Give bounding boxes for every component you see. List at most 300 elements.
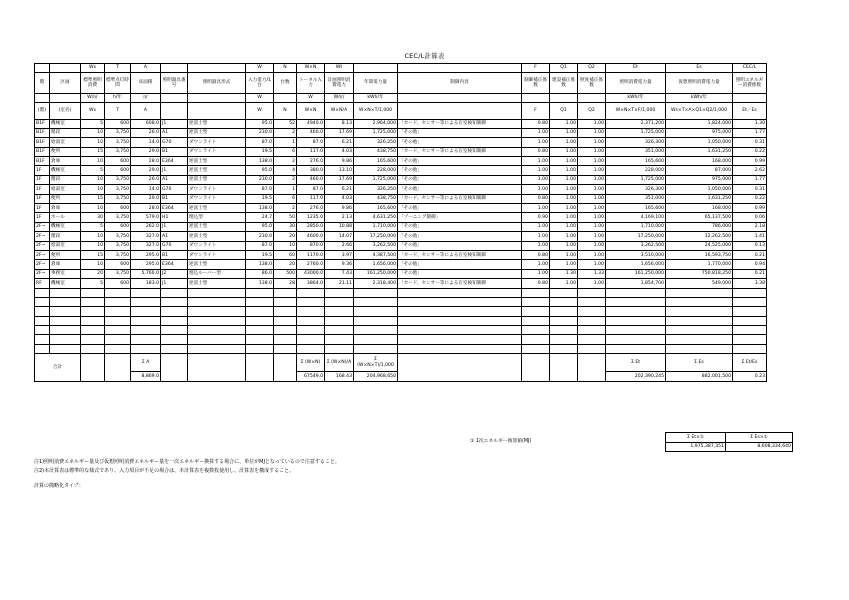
table-cell: 13.10 <box>325 166 354 175</box>
table-cell: 1,631,250 <box>666 194 733 203</box>
empty-cell <box>606 326 666 335</box>
table-cell: 5,760.0 <box>131 269 161 278</box>
header-cell: kWh/年 <box>666 94 733 103</box>
header-cell: 入力電力/1台 <box>246 73 274 94</box>
empty-cell <box>325 326 354 335</box>
table-cell: B1F <box>35 138 50 147</box>
table-cell: 65,137,500 <box>666 213 733 222</box>
table-cell: 3,750 <box>105 250 131 259</box>
empty-cell <box>578 326 606 335</box>
table-cell: 「カード、センサー等による在室検知制御 <box>398 250 522 259</box>
table-cell: G70 <box>161 241 188 250</box>
table-cell: 「その他」 <box>398 166 522 175</box>
empty-cell <box>550 326 578 335</box>
table-cell: 500 <box>274 269 297 278</box>
header-cell: Ws <box>81 102 105 119</box>
table-cell: 295.0 <box>131 250 161 259</box>
empty-cell <box>398 326 522 335</box>
empty-cell <box>398 335 522 344</box>
primary-et-label: Σ Et×① <box>666 433 726 443</box>
table-cell: 608.0 <box>131 119 161 128</box>
table-cell: ダウンライト <box>188 138 246 147</box>
table-cell: 5 <box>81 279 105 288</box>
empty-cell <box>35 316 50 325</box>
table-cell: 3,750 <box>105 185 131 194</box>
table-cell: 機械室 <box>50 222 81 231</box>
header-cell: T <box>105 102 131 119</box>
header-cell: 建設補正係数 <box>550 73 578 94</box>
table-row <box>35 279 767 288</box>
table-cell: 3,750 <box>105 175 131 184</box>
empty-cell <box>606 344 666 353</box>
table-cell: RF <box>35 279 50 288</box>
header-cell: W×N <box>297 64 325 73</box>
table-cell: 380.0 <box>297 166 325 175</box>
empty-cell <box>354 326 398 335</box>
table-cell: 20 <box>274 260 297 269</box>
empty-cell <box>666 297 733 306</box>
table-cell: 17,250,000 <box>606 232 666 241</box>
table-cell: 1.00 <box>522 138 550 147</box>
header-cell <box>578 94 606 103</box>
empty-cell <box>161 335 188 344</box>
table-cell: 階段 <box>50 175 81 184</box>
header-cell <box>35 94 50 103</box>
table-cell: 10 <box>81 232 105 241</box>
header-cell <box>50 64 81 73</box>
header-cell <box>188 102 246 119</box>
table-cell: G70 <box>161 138 188 147</box>
table-cell: 機械室 <box>50 166 81 175</box>
empty-cell <box>297 297 325 306</box>
table-cell: 1.00 <box>578 138 606 147</box>
header-cell: 標準照明消費 <box>81 73 105 94</box>
table-cell: 326,300 <box>606 138 666 147</box>
table-cell: 1,710,000 <box>606 222 666 231</box>
empty-cell <box>274 335 297 344</box>
empty-cell <box>246 326 274 335</box>
table-cell: J1 <box>161 119 188 128</box>
table-cell: 87.0 <box>297 138 325 147</box>
empty-cell <box>35 326 50 335</box>
table-cell: 0.99 <box>733 157 767 166</box>
table-cell: 4,169,100 <box>606 213 666 222</box>
table-cell: 1,631,250 <box>666 147 733 156</box>
table-cell: 0.90 <box>522 213 550 222</box>
empty-cell <box>105 344 131 353</box>
table-cell: 438,750 <box>354 147 398 156</box>
empty-cell <box>666 326 733 335</box>
table-cell: 3,262,500 <box>354 241 398 250</box>
header-cell: 制御内容 <box>398 73 522 94</box>
table-cell: 3,750 <box>105 128 131 137</box>
empty-cell <box>398 316 522 325</box>
table-cell: 1.00 <box>550 279 578 288</box>
table-cell: 276.0 <box>297 157 325 166</box>
table-cell: 326,250 <box>354 185 398 194</box>
header-row2 <box>35 73 767 94</box>
empty-cell <box>50 326 81 335</box>
header-cell <box>733 94 767 103</box>
table-cell: 3,262,500 <box>606 241 666 250</box>
empty-cell <box>188 335 246 344</box>
table-cell: 1.00 <box>522 185 550 194</box>
header-cell: Q2 <box>578 102 606 119</box>
header-cell: CEC/L <box>733 64 767 73</box>
table-cell: 750,818,250 <box>666 269 733 278</box>
table-row <box>35 213 767 222</box>
header-cell: N <box>274 64 297 73</box>
primary-energy-table <box>665 432 793 452</box>
empty-row <box>35 326 767 335</box>
table-cell: 1.00 <box>550 204 578 213</box>
table-cell: 0.94 <box>733 260 767 269</box>
header-cell: Et <box>606 64 666 73</box>
table-cell: 1.33 <box>578 269 606 278</box>
header-cell <box>398 94 522 103</box>
table-cell: J1 <box>161 279 188 288</box>
header-cell: 区画 <box>50 73 81 94</box>
table-cell: 1.30 <box>733 119 767 128</box>
header-cell: Ws×T×A×Q1×Q2/1,000 <box>666 102 733 119</box>
total-area-value: 8,869.0 <box>131 372 161 382</box>
empty-cell <box>105 297 131 306</box>
table-cell: 1,725,000 <box>606 175 666 184</box>
header-cell: 照明器具形式 <box>188 73 246 94</box>
empty-cell <box>522 326 550 335</box>
table-cell: 600 <box>105 204 131 213</box>
table-row <box>35 175 767 184</box>
table-row <box>35 166 767 175</box>
table-cell: 30 <box>81 213 105 222</box>
table-cell: 10 <box>81 241 105 250</box>
table-cell: 3,750 <box>105 241 131 250</box>
empty-cell <box>161 288 188 297</box>
table-cell: 600 <box>105 279 131 288</box>
empty-cell <box>733 288 767 297</box>
empty-cell <box>50 335 81 344</box>
table-cell: G70 <box>161 185 188 194</box>
empty-cell <box>246 344 274 353</box>
table-cell: 3,750 <box>105 138 131 147</box>
empty-row <box>35 307 767 316</box>
table-cell: 26.0 <box>131 128 161 137</box>
table-cell: B1F <box>35 147 50 156</box>
header-cell: 標準点灯時間 <box>105 73 131 94</box>
table-cell: 1.00 <box>578 194 606 203</box>
table-cell: 975,000 <box>666 128 733 137</box>
empty-cell <box>325 307 354 316</box>
table-cell: 87,000 <box>666 166 733 175</box>
empty-cell <box>733 335 767 344</box>
table-cell: 1.00 <box>550 119 578 128</box>
table-cell: 2 <box>274 204 297 213</box>
table-row <box>35 128 767 137</box>
empty-cell <box>550 344 578 353</box>
header-cell: W×N×T×F/1,000 <box>606 102 666 119</box>
empty-cell <box>35 344 50 353</box>
table-cell: 326,250 <box>354 138 398 147</box>
table-cell: 4600.0 <box>297 232 325 241</box>
empty-cell <box>666 288 733 297</box>
empty-cell <box>274 297 297 306</box>
table-cell: 28 <box>274 279 297 288</box>
empty-cell <box>81 316 105 325</box>
table-cell: B1 <box>161 147 188 156</box>
table-cell: 9.36 <box>325 260 354 269</box>
table-cell: 8.13 <box>325 119 354 128</box>
table-cell: 2 <box>274 128 297 137</box>
empty-cell <box>398 307 522 316</box>
table-cell: 1.00 <box>578 119 606 128</box>
header-cell: ㎡ <box>131 94 161 103</box>
empty-cell <box>131 344 161 353</box>
table-cell: 10 <box>81 138 105 147</box>
table-cell: 87.0 <box>246 185 274 194</box>
table-cell: 1,854,700 <box>606 279 666 288</box>
table-cell: 138.0 <box>246 204 274 213</box>
header-cell: W×N <box>297 102 325 119</box>
table-cell: 29.0 <box>131 194 161 203</box>
table-cell: 「カード、センサー等による在室検知制御 <box>398 147 522 156</box>
table-cell: 870.0 <box>297 241 325 250</box>
table-cell: 5 <box>81 119 105 128</box>
table-cell: 3,510,000 <box>606 250 666 259</box>
empty-cell <box>246 297 274 306</box>
empty-cell <box>188 326 246 335</box>
table-cell: 2F~ <box>35 222 50 231</box>
sum-wn-label: Σ (W×N) <box>297 354 325 372</box>
empty-cell <box>161 307 188 316</box>
empty-cell <box>550 307 578 316</box>
table-cell: 「その他」 <box>398 260 522 269</box>
header-cell: F <box>522 102 550 119</box>
table-cell: 20 <box>274 232 297 241</box>
empty-row <box>35 288 767 297</box>
table-cell: B1F <box>35 119 50 128</box>
empty-cell <box>297 344 325 353</box>
empty-cell <box>274 288 297 297</box>
header-cell: kWh/年 <box>354 94 398 103</box>
table-cell: 1.00 <box>578 147 606 156</box>
header-cell: トータル入力 <box>297 73 325 94</box>
empty-cell <box>274 344 297 353</box>
table-cell: 1.77 <box>733 128 767 137</box>
table-cell: 1.00 <box>550 250 578 259</box>
header-cell <box>161 94 188 103</box>
table-cell: 1,725,000 <box>354 175 398 184</box>
table-cell: 1.00 <box>522 241 550 250</box>
table-cell: 351,000 <box>606 147 666 156</box>
header-cell <box>188 64 246 73</box>
table-cell: 事務室 <box>50 269 81 278</box>
empty-cell <box>246 288 274 297</box>
empty-cell <box>161 297 188 306</box>
table-cell: 0.31 <box>733 185 767 194</box>
empty-cell <box>188 288 246 297</box>
empty-cell <box>522 335 550 344</box>
table-cell: 1 <box>274 185 297 194</box>
sum-wnt-label: Σ (W×N×T)/1,000 <box>354 354 398 372</box>
table-row <box>35 269 767 278</box>
empty-cell <box>297 335 325 344</box>
header-cell: W×N×T/1,000 <box>354 102 398 119</box>
table-cell: 1F <box>35 194 50 203</box>
table-cell: 1.00 <box>550 260 578 269</box>
table-cell: 3,750 <box>105 269 131 278</box>
empty-cell <box>606 316 666 325</box>
table-cell: 117.0 <box>297 147 325 156</box>
table-cell: 460.0 <box>297 175 325 184</box>
header-cell: W <box>246 94 274 103</box>
empty-cell <box>325 288 354 297</box>
header-cell: W <box>297 94 325 103</box>
table-cell: 0.21 <box>733 250 767 259</box>
table-cell: 0.80 <box>522 250 550 259</box>
header-cell: (室名) <box>50 102 81 119</box>
header-cell <box>398 64 522 73</box>
header-cell: Wt <box>325 64 354 73</box>
totals-row <box>35 354 767 372</box>
table-cell: 「その他」 <box>398 222 522 231</box>
total-wna-value: 168.43 <box>325 372 354 382</box>
table-cell: 138.0 <box>246 279 274 288</box>
header-cell: 階 <box>35 73 50 94</box>
table-cell: 階段 <box>50 128 81 137</box>
empty-cell <box>325 316 354 325</box>
table-cell: 1,725,000 <box>354 128 398 137</box>
table-cell: 2F~ <box>35 241 50 250</box>
empty-cell <box>131 335 161 344</box>
total-ratio-value: 0.23 <box>733 372 767 382</box>
table-cell: 便所 <box>50 250 81 259</box>
empty-cell <box>188 307 246 316</box>
table-cell: 1F <box>35 204 50 213</box>
table-cell: 230.0 <box>246 232 274 241</box>
table-cell: 95.0 <box>246 119 274 128</box>
empty-cell <box>354 335 398 344</box>
header-row3 <box>35 94 767 103</box>
table-cell: 86.0 <box>246 269 274 278</box>
empty-cell <box>606 297 666 306</box>
table-cell: 50 <box>274 213 297 222</box>
table-cell: 0.21 <box>733 269 767 278</box>
table-cell: 138.0 <box>246 260 274 269</box>
empty-cell <box>550 288 578 297</box>
empty-cell <box>522 297 550 306</box>
table-cell: 4.03 <box>325 147 354 156</box>
table-cell: 0.06 <box>733 213 767 222</box>
table-cell: 2.13 <box>325 213 354 222</box>
header-cell <box>522 94 550 103</box>
empty-cell <box>354 344 398 353</box>
empty-row <box>35 335 767 344</box>
table-cell: 機械室 <box>50 279 81 288</box>
table-cell: 117.0 <box>297 194 325 203</box>
table-cell: ダウンライト <box>188 185 246 194</box>
empty-cell <box>522 288 550 297</box>
table-cell: 3,750 <box>105 213 131 222</box>
table-cell: 「カード、センサー等による在室検知制御 <box>398 279 522 288</box>
empty-cell <box>578 288 606 297</box>
empty-cell <box>354 307 398 316</box>
table-cell: 1.00 <box>578 279 606 288</box>
table-cell: 倉庫 <box>50 260 81 269</box>
table-cell: 17.69 <box>325 175 354 184</box>
table-cell: 便所 <box>50 147 81 156</box>
table-row <box>35 119 767 128</box>
table-cell: 1.00 <box>522 222 550 231</box>
table-cell: 29.0 <box>131 166 161 175</box>
table-cell: ダウンライト <box>188 147 246 156</box>
table-cell: 14.0 <box>131 185 161 194</box>
table-cell: 1,770,000 <box>666 260 733 269</box>
table-cell: 14.0 <box>131 138 161 147</box>
empty-cell <box>105 326 131 335</box>
table-cell: 165,600 <box>606 157 666 166</box>
table-cell: 1.00 <box>522 269 550 278</box>
table-cell: 「カード、センサー等による在室検知制御 <box>398 194 522 203</box>
table-cell: 228,000 <box>354 166 398 175</box>
table-cell: 1.00 <box>522 128 550 137</box>
table-cell: 「その他」 <box>398 204 522 213</box>
table-cell: 0.99 <box>733 204 767 213</box>
header-cell: Q2 <box>578 64 606 73</box>
table-cell: B1 <box>161 194 188 203</box>
table-row <box>35 185 767 194</box>
table-cell: 1.00 <box>522 260 550 269</box>
table-cell: 10 <box>81 175 105 184</box>
empty-cell <box>105 335 131 344</box>
header-cell: 照度補正係数 <box>578 73 606 94</box>
table-cell: 1.00 <box>522 166 550 175</box>
empty-cell <box>81 344 105 353</box>
header-cell <box>161 64 188 73</box>
header-cell: T <box>105 64 131 73</box>
empty-cell <box>398 354 522 382</box>
empty-cell <box>354 288 398 297</box>
empty-cell <box>81 297 105 306</box>
table-cell: 2,371,200 <box>606 119 666 128</box>
table-cell: 19.5 <box>246 250 274 259</box>
table-cell: 1,656,000 <box>606 260 666 269</box>
table-cell: 「その他」 <box>398 232 522 241</box>
table-cell: 便所 <box>50 194 81 203</box>
table-cell: 327.0 <box>131 241 161 250</box>
note-2: 注2)本計算表は標準的な様式であり、入力項目が不足の場合は、本計算表を複数枚使用し、計算表を構成すること。 <box>34 468 295 474</box>
table-cell: 15 <box>81 250 105 259</box>
table-cell: 295.0 <box>131 260 161 269</box>
empty-cell <box>578 297 606 306</box>
total-et-value: 202,390,245 <box>606 372 666 382</box>
sheet-title: CEC/L計算表 <box>404 52 445 60</box>
table-cell: 給湯室 <box>50 185 81 194</box>
empty-cell <box>398 288 522 297</box>
table-cell: 埋込型 <box>188 213 246 222</box>
empty-cell <box>578 344 606 353</box>
table-cell: 1.00 <box>578 157 606 166</box>
table-cell: 0.80 <box>522 194 550 203</box>
empty-cell <box>50 316 81 325</box>
table-cell: 600 <box>105 157 131 166</box>
table-cell: 16,593,750 <box>666 250 733 259</box>
table-cell: 138.0 <box>246 157 274 166</box>
table-cell: 1.00 <box>550 128 578 137</box>
header-cell: Q1 <box>550 64 578 73</box>
empty-cell <box>161 316 188 325</box>
header-cell <box>188 94 246 103</box>
table-cell: 1,050,000 <box>666 138 733 147</box>
